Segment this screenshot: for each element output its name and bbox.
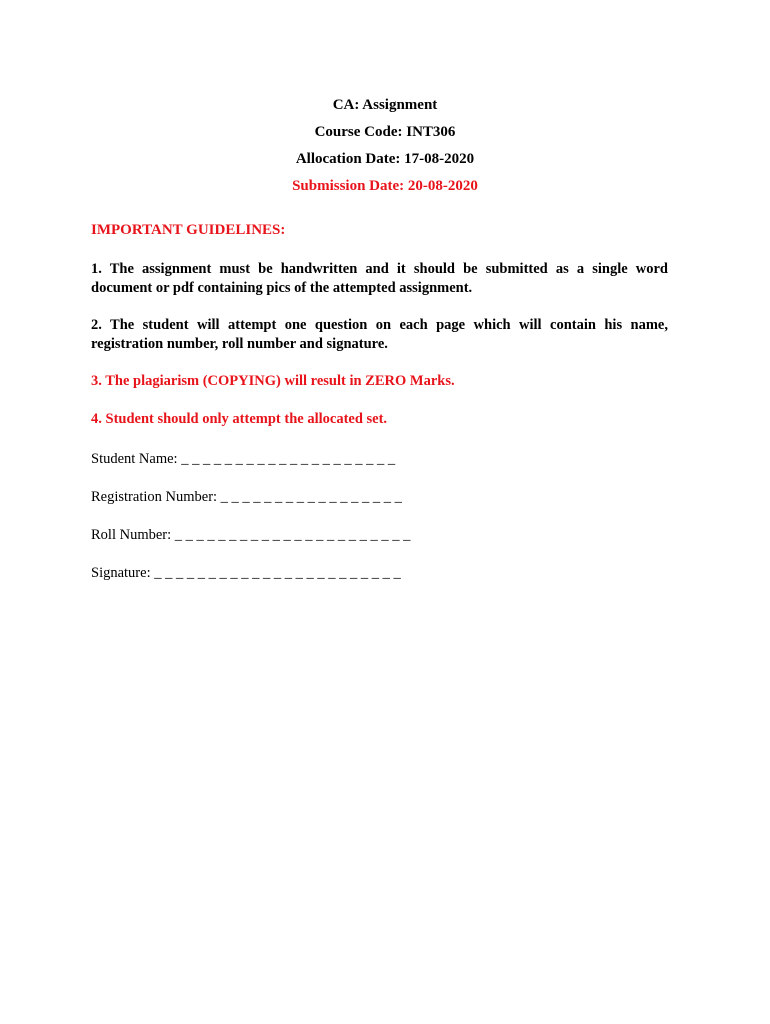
roll-number-field: Roll Number: _ _ _ _ _ _ _ _ _ _ _ _ _ _ _ _ _ _ _ _ _ _: [91, 527, 411, 543]
submission-date: Submission Date: 20-08-2020: [292, 178, 478, 194]
document-title: CA: Assignment: [332, 97, 438, 113]
guidelines-heading: IMPORTANT GUIDELINES:: [91, 222, 286, 238]
student-name-field: Student Name: _ _ _ _ _ _ _ _ _ _ _ _ _ _ _ _ _ _ _ _: [91, 451, 396, 467]
guideline-item-3: 3. The plagiarism (COPYING) will result in ZERO Marks.: [91, 373, 455, 389]
signature-field: Signature: _ _ _ _ _ _ _ _ _ _ _ _ _ _ _ _ _ _ _ _ _ _ _: [91, 565, 401, 581]
course-code: Course Code: INT306: [314, 124, 456, 140]
guideline-item-1: 1. The assignment must be handwritten and it should be submitted as a single word document or pdf containing pics of the attempted assignment.: [91, 261, 668, 296]
guideline-item-2: 2. The student will attempt one question on each page which will contain his name, registration number, roll number and signature.: [91, 317, 668, 352]
document-header: [0, 92, 770, 200]
allocation-date: Allocation Date: 17-08-2020: [295, 151, 475, 167]
guideline-item-4: 4. Student should only attempt the allocated set.: [91, 411, 388, 427]
registration-number-field: Registration Number: _ _ _ _ _ _ _ _ _ _ _ _ _ _ _ _ _: [91, 489, 402, 505]
